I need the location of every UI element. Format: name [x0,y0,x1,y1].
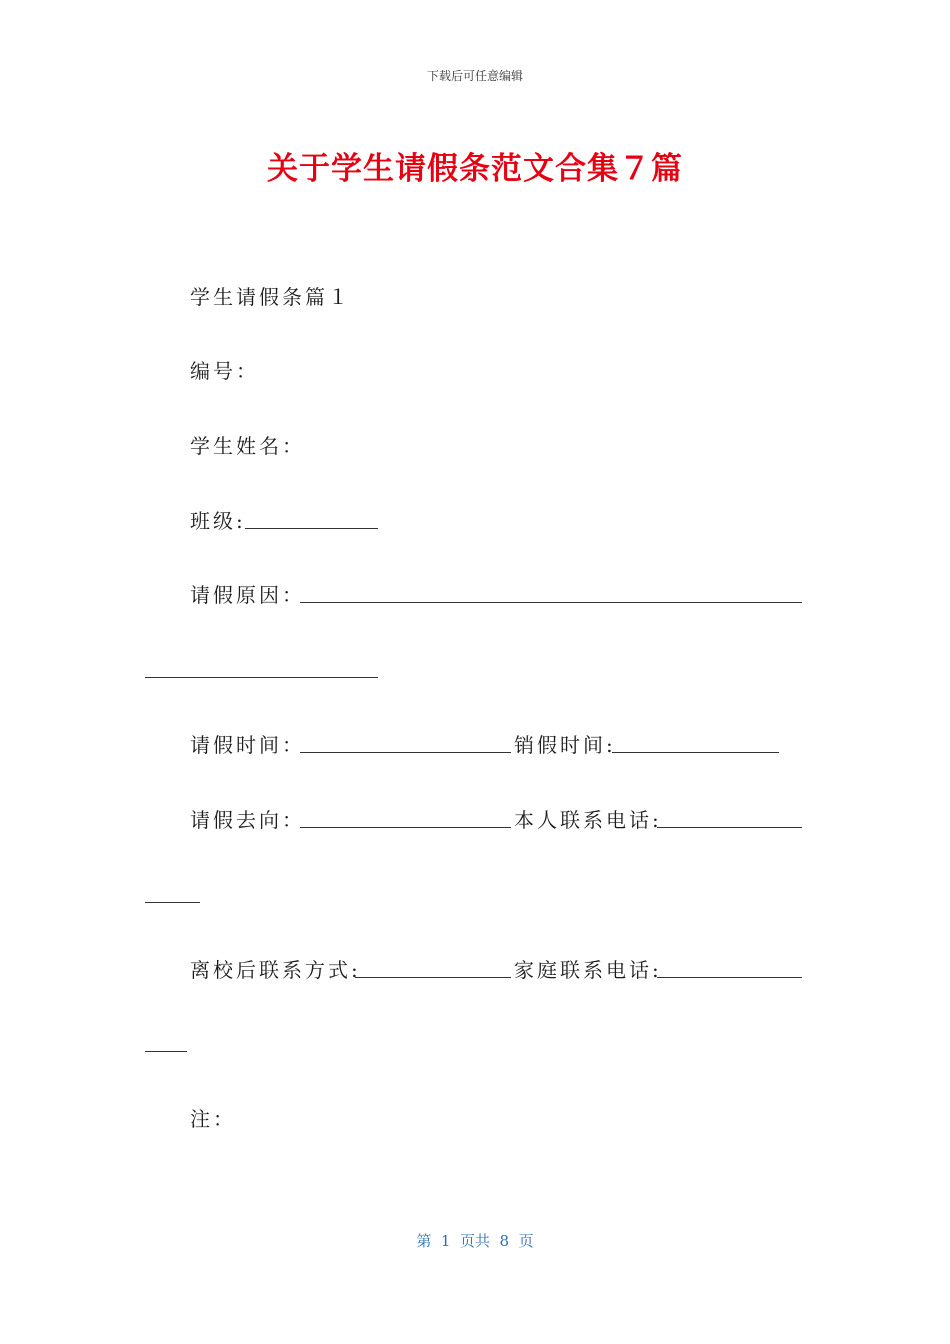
cancel-time-label: 销假时间: [514,733,616,757]
destination-blank [300,827,511,828]
family-phone-blank [657,977,802,978]
leave-time-blank [300,752,511,753]
family-phone-blank-continued [145,1051,187,1052]
reason-blank [300,602,802,603]
number-label: 编号： [190,359,259,383]
cancel-time-blank [612,752,779,753]
class-blank [245,528,378,529]
destination-label: 请假去向： [190,808,305,832]
contact-method-blank [355,977,511,978]
contact-method-label: 离校后联系方式: [190,958,361,982]
personal-phone-blank [657,827,802,828]
section-title: 学生请假条篇１ [190,285,351,309]
student-name-label: 学生姓名： [190,434,305,458]
leave-time-label: 请假时间： [190,733,305,757]
personal-phone-blank-continued [145,902,200,903]
class-label: 班级: [190,509,246,533]
page-header: 下载后可任意编辑 [426,69,523,83]
personal-phone-label: 本人联系电话: [514,808,662,832]
family-phone-label: 家庭联系电话: [514,958,662,982]
note-label: 注： [190,1107,236,1131]
page-footer: 第 1 页共 8 页 [416,1232,534,1250]
document-title: 关于学生请假条范文合集７篇 [267,151,683,187]
reason-label: 请假原因： [190,583,305,607]
reason-blank-continued [145,677,378,678]
